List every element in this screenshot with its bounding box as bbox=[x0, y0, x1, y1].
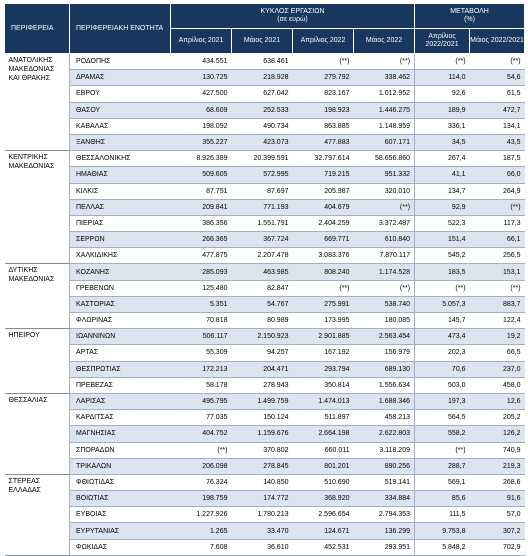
may-2021-cell: 33.470 bbox=[232, 523, 293, 539]
change-may-cell: 19,2 bbox=[470, 329, 525, 345]
change-may-cell: 66,1 bbox=[470, 232, 525, 248]
may-2021-cell: 218.928 bbox=[232, 70, 293, 86]
apr-2021-cell: 198.092 bbox=[171, 118, 232, 134]
may-2021-cell: 638.461 bbox=[232, 54, 293, 70]
apr-2021-cell: 206.098 bbox=[171, 458, 232, 474]
unit-cell: ΣΕΡΡΩΝ bbox=[70, 232, 171, 248]
table-row bbox=[5, 54, 525, 70]
may-2022-cell: (**) bbox=[354, 280, 415, 296]
change-apr-cell: (**) bbox=[415, 442, 470, 458]
change-apr-cell: 183,5 bbox=[415, 264, 470, 280]
unit-cell: ΚΑΒΑΛΑΣ bbox=[70, 118, 171, 134]
may-2021-cell: 278.845 bbox=[232, 458, 293, 474]
apr-2022-cell: 477.883 bbox=[293, 134, 354, 150]
apr-2022-cell: 2.404.259 bbox=[293, 215, 354, 231]
change-may-cell: 122,4 bbox=[470, 313, 525, 329]
change-apr-cell: 70,6 bbox=[415, 361, 470, 377]
apr-2021-cell: 434.551 bbox=[171, 54, 232, 70]
table-row bbox=[5, 167, 525, 183]
unit-cell: ΦΘΙΩΤΙΔΑΣ bbox=[70, 474, 171, 490]
table-row bbox=[5, 134, 525, 150]
unit-cell: ΓΡΕΒΕΝΩΝ bbox=[70, 280, 171, 296]
change-may-cell: 43,5 bbox=[470, 134, 525, 150]
may-2021-cell: 36.610 bbox=[232, 539, 293, 555]
apr-2022-cell: 863.885 bbox=[293, 118, 354, 134]
change-may-cell: (**) bbox=[470, 54, 525, 70]
region-cell: ΔΥΤΙΚΗΣ ΜΑΚΕΔΟΝΙΑΣ bbox=[5, 264, 70, 329]
apr-2022-cell: (**) bbox=[293, 280, 354, 296]
col-header-may-2022: Μάιος 2022 bbox=[354, 29, 415, 54]
apr-2022-cell: 511.897 bbox=[293, 410, 354, 426]
change-may-cell: 66,5 bbox=[470, 345, 525, 361]
unit-cell: ΒΟΙΩΤΙΑΣ bbox=[70, 491, 171, 507]
table-row bbox=[5, 296, 525, 312]
may-2022-cell: 1.012.952 bbox=[354, 86, 415, 102]
change-apr-cell: 111,5 bbox=[415, 507, 470, 523]
may-2021-cell: 572.995 bbox=[232, 167, 293, 183]
apr-2021-cell: 130.725 bbox=[171, 70, 232, 86]
change-apr-cell: 189,9 bbox=[415, 102, 470, 118]
table-row bbox=[5, 377, 525, 393]
col-header-change-may: Μάιος 2022/2021 bbox=[470, 29, 525, 54]
apr-2021-cell: 87.751 bbox=[171, 183, 232, 199]
apr-2022-cell: 167.192 bbox=[293, 345, 354, 361]
unit-cell: ΔΡΑΜΑΣ bbox=[70, 70, 171, 86]
change-apr-cell: 569,1 bbox=[415, 474, 470, 490]
change-may-cell: 256,5 bbox=[470, 248, 525, 264]
change-may-cell: 458,0 bbox=[470, 377, 525, 393]
col-header-apr-2022: Απρίλιος 2022 bbox=[293, 29, 354, 54]
apr-2021-cell: 70.818 bbox=[171, 313, 232, 329]
may-2022-cell: 1.174.528 bbox=[354, 264, 415, 280]
change-may-cell: (**) bbox=[470, 199, 525, 215]
table-row bbox=[5, 507, 525, 523]
change-apr-cell: 145,7 bbox=[415, 313, 470, 329]
change-apr-cell: 558,2 bbox=[415, 426, 470, 442]
change-apr-cell: 267,4 bbox=[415, 151, 470, 167]
may-2021-cell: 370.802 bbox=[232, 442, 293, 458]
change-apr-cell: 473,4 bbox=[415, 329, 470, 345]
may-2022-cell: 320.010 bbox=[354, 183, 415, 199]
change-may-cell: 237,0 bbox=[470, 361, 525, 377]
may-2021-cell: 463.985 bbox=[232, 264, 293, 280]
change-apr-cell: (**) bbox=[415, 280, 470, 296]
change-may-cell: 472,7 bbox=[470, 102, 525, 118]
unit-cell: ΙΩΑΝΝΙΝΩΝ bbox=[70, 329, 171, 345]
may-2021-cell: 20.399.591 bbox=[232, 151, 293, 167]
unit-cell: ΞΑΝΘΗΣ bbox=[70, 134, 171, 150]
unit-cell: ΠΕΛΛΑΣ bbox=[70, 199, 171, 215]
change-apr-cell: 564,5 bbox=[415, 410, 470, 426]
change-apr-cell: 522,3 bbox=[415, 215, 470, 231]
may-2022-cell: 519.141 bbox=[354, 474, 415, 490]
apr-2021-cell: 509.605 bbox=[171, 167, 232, 183]
change-apr-cell: 134,7 bbox=[415, 183, 470, 199]
unit-cell: ΚΟΖΑΝΗΣ bbox=[70, 264, 171, 280]
change-may-cell: 91,6 bbox=[470, 491, 525, 507]
table-row bbox=[5, 442, 525, 458]
may-2022-cell: 1.688.346 bbox=[354, 393, 415, 409]
change-apr-cell: 545,2 bbox=[415, 248, 470, 264]
apr-2021-cell: 55.309 bbox=[171, 345, 232, 361]
apr-2022-cell: 669.771 bbox=[293, 232, 354, 248]
apr-2022-cell: 660.011 bbox=[293, 442, 354, 458]
may-2021-cell: 54.767 bbox=[232, 296, 293, 312]
region-cell: ΚΕΝΤΡΙΚΗΣ ΜΑΚΕΔΟΝΙΑΣ bbox=[5, 151, 70, 264]
apr-2022-cell: 32.797.614 bbox=[293, 151, 354, 167]
change-may-cell: 134,1 bbox=[470, 118, 525, 134]
may-2021-cell: 423.073 bbox=[232, 134, 293, 150]
unit-cell: ΘΕΣΣΑΛΟΝΙΚΗΣ bbox=[70, 151, 171, 167]
may-2021-cell: 252.533 bbox=[232, 102, 293, 118]
apr-2022-cell: 801.201 bbox=[293, 458, 354, 474]
table-row bbox=[5, 539, 525, 555]
apr-2022-cell: 173.995 bbox=[293, 313, 354, 329]
may-2021-cell: 278.943 bbox=[232, 377, 293, 393]
unit-cell: ΕΥΡΥΤΑΝΙΑΣ bbox=[70, 523, 171, 539]
table-row bbox=[5, 199, 525, 215]
change-apr-cell: 288,7 bbox=[415, 458, 470, 474]
table-row bbox=[5, 458, 525, 474]
table-row bbox=[5, 426, 525, 442]
may-2022-cell: 1.148.959 bbox=[354, 118, 415, 134]
table-row bbox=[5, 70, 525, 86]
may-2021-cell: 1.780.213 bbox=[232, 507, 293, 523]
apr-2022-cell: (**) bbox=[293, 54, 354, 70]
apr-2022-cell: 198.923 bbox=[293, 102, 354, 118]
header-unit: ΠΕΡΙΦΕΡΕΙΑΚΗ ΕΝΟΤΗΤΑ bbox=[70, 4, 171, 54]
may-2021-cell: 2.207.478 bbox=[232, 248, 293, 264]
header-change-unit: (%) bbox=[464, 16, 475, 23]
apr-2021-cell: 77.035 bbox=[171, 410, 232, 426]
unit-cell: ΗΜΑΘΙΑΣ bbox=[70, 167, 171, 183]
header-region: ΠΕΡΙΦΕΡΕΙΑ bbox=[5, 4, 70, 54]
col-header-apr-2021: Απρίλιος 2021 bbox=[171, 29, 232, 54]
apr-2022-cell: 368.920 bbox=[293, 491, 354, 507]
table-row bbox=[5, 264, 525, 280]
apr-2022-cell: 275.991 bbox=[293, 296, 354, 312]
may-2021-cell: 82.847 bbox=[232, 280, 293, 296]
change-may-cell: 307,2 bbox=[470, 523, 525, 539]
apr-2022-cell: 3.083.376 bbox=[293, 248, 354, 264]
unit-cell: ΑΡΤΑΣ bbox=[70, 345, 171, 361]
may-2022-cell: 156.979 bbox=[354, 345, 415, 361]
change-apr-cell: 151,4 bbox=[415, 232, 470, 248]
table-row bbox=[5, 215, 525, 231]
table-row bbox=[5, 313, 525, 329]
may-2022-cell: 1.446.275 bbox=[354, 102, 415, 118]
may-2021-cell: 1.499.759 bbox=[232, 393, 293, 409]
may-2022-cell: 2.563.454 bbox=[354, 329, 415, 345]
change-may-cell: (**) bbox=[470, 280, 525, 296]
change-may-cell: 126,2 bbox=[470, 426, 525, 442]
apr-2022-cell: 1.474.013 bbox=[293, 393, 354, 409]
may-2022-cell: 338.462 bbox=[354, 70, 415, 86]
may-2022-cell: (**) bbox=[354, 54, 415, 70]
table-row bbox=[5, 86, 525, 102]
may-2022-cell: 7.870.117 bbox=[354, 248, 415, 264]
may-2021-cell: 87.697 bbox=[232, 183, 293, 199]
apr-2021-cell: 5.351 bbox=[171, 296, 232, 312]
may-2022-cell: 689.130 bbox=[354, 361, 415, 377]
unit-cell: ΘΕΣΠΡΩΤΙΑΣ bbox=[70, 361, 171, 377]
table-row bbox=[5, 280, 525, 296]
apr-2022-cell: 808.240 bbox=[293, 264, 354, 280]
change-apr-cell: 336,1 bbox=[415, 118, 470, 134]
may-2022-cell: 610.840 bbox=[354, 232, 415, 248]
may-2022-cell: 1.556.634 bbox=[354, 377, 415, 393]
table-header bbox=[5, 4, 525, 54]
apr-2021-cell: 386.356 bbox=[171, 215, 232, 231]
region-cell: ΑΝΑΤΟΛΙΚΗΣ ΜΑΚΕΔΟΝΙΑΣ ΚΑΙ ΘΡΑΚΗΣ bbox=[5, 54, 70, 151]
may-2022-cell: 180.085 bbox=[354, 313, 415, 329]
table-row bbox=[5, 345, 525, 361]
table-row bbox=[5, 102, 525, 118]
apr-2021-cell: 404.752 bbox=[171, 426, 232, 442]
may-2022-cell: 136.299 bbox=[354, 523, 415, 539]
may-2022-cell: 293.951 bbox=[354, 539, 415, 555]
table-row bbox=[5, 232, 525, 248]
change-apr-cell: 114,0 bbox=[415, 70, 470, 86]
may-2021-cell: 771.193 bbox=[232, 199, 293, 215]
may-2021-cell: 174.772 bbox=[232, 491, 293, 507]
may-2021-cell: 367.724 bbox=[232, 232, 293, 248]
region-cell: ΘΕΣΣΑΛΙΑΣ bbox=[5, 393, 70, 474]
apr-2021-cell: 1.227.926 bbox=[171, 507, 232, 523]
may-2021-cell: 490.734 bbox=[232, 118, 293, 134]
change-may-cell: 117,3 bbox=[470, 215, 525, 231]
unit-cell: ΠΡΕΒΕΖΑΣ bbox=[70, 377, 171, 393]
change-apr-cell: 92,9 bbox=[415, 199, 470, 215]
apr-2021-cell: 495.795 bbox=[171, 393, 232, 409]
change-apr-cell: 85,6 bbox=[415, 491, 470, 507]
table-row bbox=[5, 118, 525, 134]
apr-2021-cell: 355.227 bbox=[171, 134, 232, 150]
may-2022-cell: 2.622.803 bbox=[354, 426, 415, 442]
change-may-cell: 268,6 bbox=[470, 474, 525, 490]
unit-cell: ΦΩΚΙΔΑΣ bbox=[70, 539, 171, 555]
apr-2021-cell: 8.926.389 bbox=[171, 151, 232, 167]
table-body bbox=[5, 54, 525, 556]
apr-2022-cell: 124.671 bbox=[293, 523, 354, 539]
table-row bbox=[5, 361, 525, 377]
apr-2021-cell: (**) bbox=[171, 442, 232, 458]
change-may-cell: 54,6 bbox=[470, 70, 525, 86]
apr-2022-cell: 404.679 bbox=[293, 199, 354, 215]
change-apr-cell: 92,6 bbox=[415, 86, 470, 102]
change-may-cell: 153,1 bbox=[470, 264, 525, 280]
apr-2021-cell: 76.324 bbox=[171, 474, 232, 490]
apr-2021-cell: 285.093 bbox=[171, 264, 232, 280]
unit-cell: ΚΑΣΤΟΡΙΑΣ bbox=[70, 296, 171, 312]
unit-cell: ΦΛΩΡΙΝΑΣ bbox=[70, 313, 171, 329]
table-row bbox=[5, 523, 525, 539]
unit-cell: ΠΙΕΡΙΑΣ bbox=[70, 215, 171, 231]
turnover-table bbox=[4, 3, 525, 556]
apr-2022-cell: 823.167 bbox=[293, 86, 354, 102]
may-2022-cell: 334.884 bbox=[354, 491, 415, 507]
apr-2022-cell: 205.987 bbox=[293, 183, 354, 199]
change-may-cell: 57,0 bbox=[470, 507, 525, 523]
apr-2021-cell: 172.213 bbox=[171, 361, 232, 377]
apr-2022-cell: 293.794 bbox=[293, 361, 354, 377]
apr-2021-cell: 68.609 bbox=[171, 102, 232, 118]
may-2022-cell: (**) bbox=[354, 199, 415, 215]
header-change-title: ΜΕΤΑΒΟΛΗ bbox=[450, 8, 489, 15]
table-row bbox=[5, 248, 525, 264]
unit-cell: ΚΑΡΔΙΤΣΑΣ bbox=[70, 410, 171, 426]
unit-cell: ΧΑΛΚΙΔΙΚΗΣ bbox=[70, 248, 171, 264]
unit-cell: ΘΑΣΟΥ bbox=[70, 102, 171, 118]
header-turnover-unit: (σε ευρώ) bbox=[277, 16, 308, 23]
change-may-cell: 61,5 bbox=[470, 86, 525, 102]
col-header-change-apr: Απρίλιος 2022/2021 bbox=[415, 29, 470, 54]
table-row bbox=[5, 393, 525, 409]
may-2021-cell: 1.551.791 bbox=[232, 215, 293, 231]
unit-cell: ΚΙΛΚΙΣ bbox=[70, 183, 171, 199]
may-2021-cell: 94.257 bbox=[232, 345, 293, 361]
col-header-may-2021: Μάιος 2021 bbox=[232, 29, 293, 54]
header-change bbox=[415, 4, 525, 29]
apr-2022-cell: 719.215 bbox=[293, 167, 354, 183]
change-may-cell: 883,7 bbox=[470, 296, 525, 312]
change-may-cell: 187,5 bbox=[470, 151, 525, 167]
unit-cell: ΕΒΡΟΥ bbox=[70, 86, 171, 102]
apr-2022-cell: 2.901.885 bbox=[293, 329, 354, 345]
may-2021-cell: 204.471 bbox=[232, 361, 293, 377]
unit-cell: ΜΑΓΝΗΣΙΑΣ bbox=[70, 426, 171, 442]
change-apr-cell: (**) bbox=[415, 54, 470, 70]
unit-cell: ΕΥΒΟΙΑΣ bbox=[70, 507, 171, 523]
apr-2022-cell: 350.814 bbox=[293, 377, 354, 393]
unit-cell: ΣΠΟΡΑΔΩΝ bbox=[70, 442, 171, 458]
table-row bbox=[5, 491, 525, 507]
may-2021-cell: 2.150.923 bbox=[232, 329, 293, 345]
may-2021-cell: 627.042 bbox=[232, 86, 293, 102]
change-may-cell: 12,6 bbox=[470, 393, 525, 409]
apr-2021-cell: 125.480 bbox=[171, 280, 232, 296]
table-row bbox=[5, 410, 525, 426]
change-apr-cell: 41,1 bbox=[415, 167, 470, 183]
change-may-cell: 740,9 bbox=[470, 442, 525, 458]
change-apr-cell: 202,3 bbox=[415, 345, 470, 361]
change-may-cell: 205,2 bbox=[470, 410, 525, 426]
may-2022-cell: 951.332 bbox=[354, 167, 415, 183]
may-2022-cell: 458.213 bbox=[354, 410, 415, 426]
table-row bbox=[5, 329, 525, 345]
may-2021-cell: 1.159.676 bbox=[232, 426, 293, 442]
change-apr-cell: 5.848,2 bbox=[415, 539, 470, 555]
change-apr-cell: 9.753,8 bbox=[415, 523, 470, 539]
change-apr-cell: 197,3 bbox=[415, 393, 470, 409]
change-apr-cell: 503,0 bbox=[415, 377, 470, 393]
may-2022-cell: 538.740 bbox=[354, 296, 415, 312]
header-turnover bbox=[171, 4, 415, 29]
may-2022-cell: 607.171 bbox=[354, 134, 415, 150]
unit-cell: ΛΑΡΙΣΑΣ bbox=[70, 393, 171, 409]
apr-2021-cell: 427.500 bbox=[171, 86, 232, 102]
apr-2021-cell: 209.841 bbox=[171, 199, 232, 215]
apr-2021-cell: 1.265 bbox=[171, 523, 232, 539]
change-apr-cell: 5.057,3 bbox=[415, 296, 470, 312]
apr-2022-cell: 2.664.198 bbox=[293, 426, 354, 442]
may-2021-cell: 150.124 bbox=[232, 410, 293, 426]
may-2022-cell: 58.656.860 bbox=[354, 151, 415, 167]
change-may-cell: 66,0 bbox=[470, 167, 525, 183]
region-cell: ΗΠΕΙΡΟΥ bbox=[5, 329, 70, 394]
may-2021-cell: 140.850 bbox=[232, 474, 293, 490]
change-may-cell: 219,3 bbox=[470, 458, 525, 474]
table-row bbox=[5, 151, 525, 167]
apr-2022-cell: 2.596.654 bbox=[293, 507, 354, 523]
apr-2021-cell: 7.608 bbox=[171, 539, 232, 555]
change-may-cell: 264,9 bbox=[470, 183, 525, 199]
may-2021-cell: 80.989 bbox=[232, 313, 293, 329]
unit-cell: ΤΡΙΚΑΛΩΝ bbox=[70, 458, 171, 474]
apr-2021-cell: 198.759 bbox=[171, 491, 232, 507]
table-row bbox=[5, 183, 525, 199]
region-cell: ΣΤΕΡΕΑΣ ΕΛΛΑΔΑΣ bbox=[5, 474, 70, 555]
apr-2021-cell: 266.365 bbox=[171, 232, 232, 248]
may-2022-cell: 2.794.353 bbox=[354, 507, 415, 523]
apr-2022-cell: 452.531 bbox=[293, 539, 354, 555]
table-row bbox=[5, 474, 525, 490]
apr-2022-cell: 510.690 bbox=[293, 474, 354, 490]
unit-cell: ΡΟΔΟΠΗΣ bbox=[70, 54, 171, 70]
apr-2021-cell: 477.875 bbox=[171, 248, 232, 264]
apr-2021-cell: 58.178 bbox=[171, 377, 232, 393]
apr-2022-cell: 279.792 bbox=[293, 70, 354, 86]
change-apr-cell: 34,5 bbox=[415, 134, 470, 150]
apr-2021-cell: 506.117 bbox=[171, 329, 232, 345]
may-2022-cell: 890.256 bbox=[354, 458, 415, 474]
may-2022-cell: 3.118.209 bbox=[354, 442, 415, 458]
change-may-cell: 702,9 bbox=[470, 539, 525, 555]
header-turnover-title: ΚΥΚΛΟΣ ΕΡΓΑΣΙΩΝ bbox=[260, 8, 325, 15]
may-2022-cell: 3.372.487 bbox=[354, 215, 415, 231]
